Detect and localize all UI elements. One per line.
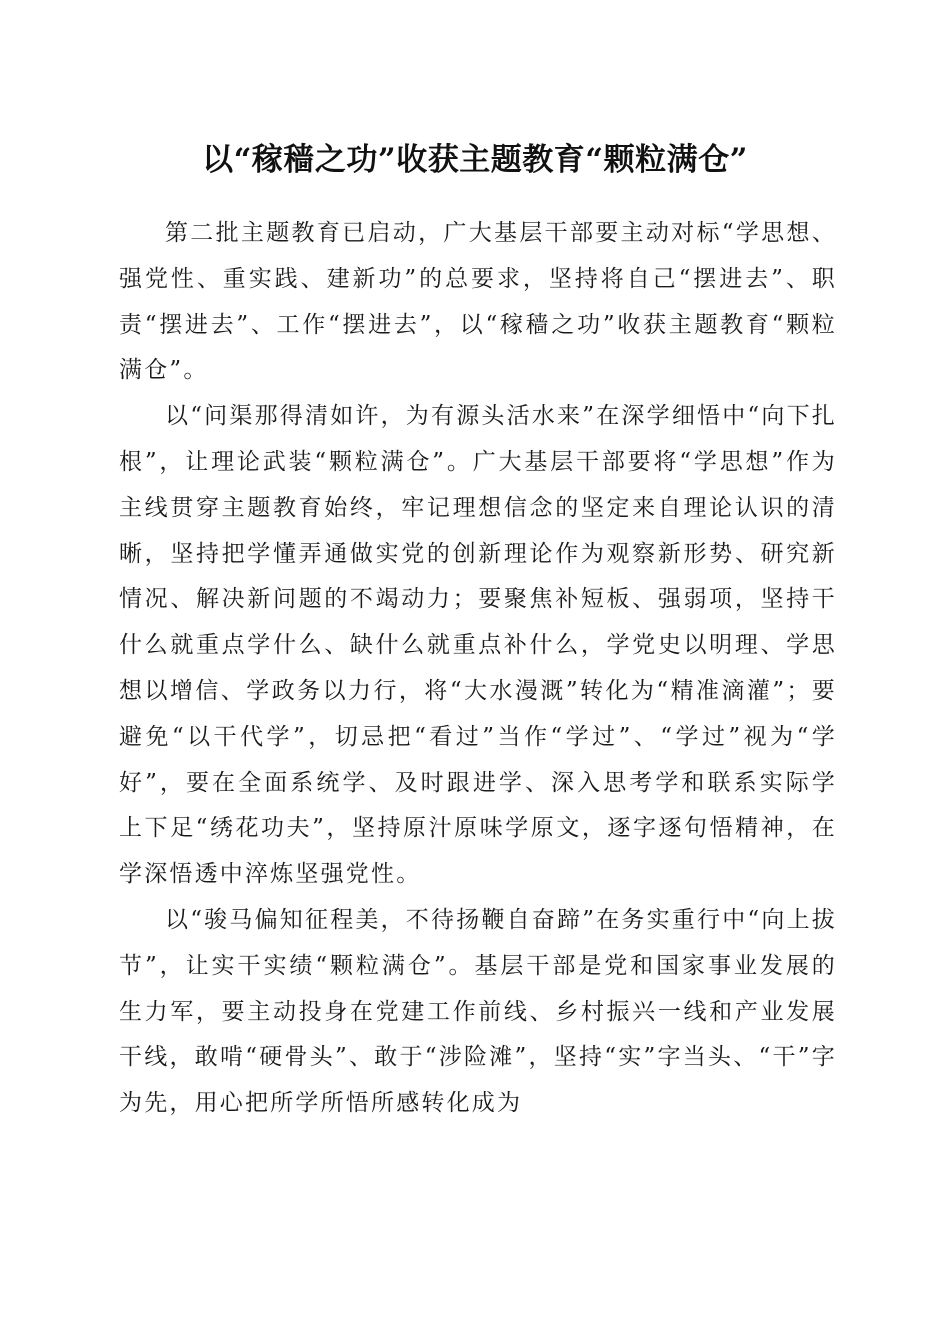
paragraph-theory: 以“问渠那得清如许，为有源头活水来”在深学细悟中“向下扎根”，让理论武装“颗粒满仓”。广大基层干部要将“学思想”作为主线贯穿主题教育始终，牢记理想信念的坚定来自理论认识的清晰，坚持把学懂弄通做实党的创新理论作为观察新形势、研究新情况、解决新问题的不竭动力；要聚焦补短板、强弱项，坚持干什么就重点学什么、缺什么就重点补什么，学党史以明理、学思想以增信、学政务以力行，将“大水漫溉”转化为“精准滴灌”；要避免“以干代学”，切忌把“看过”当作“学过”、“学过”视为“学好”，要在全面系统学、及时跟进学、深入思考学和联系实际学上下足“绣花功夫”，坚持原汁原味学原文，逐字逐句悟精神，在学深悟透中淬炼坚强党性。 [119, 403, 837, 888]
paragraph-practice: 以“骏马偏知征程美，不待扬鞭自奋蹄”在务实重行中“向上拔节”，让实干实绩“颗粒满仓”。基层干部是党和国家事业发展的生力军，要主动投身在党建工作前线、乡村振兴一线和产业发展干线，敢啃“硬骨头”、敢于“涉险滩”，坚持“实”字当头、“干”字为先，用心把所学所悟所感转化成为 [119, 906, 837, 1117]
paragraph-intro: 第二批主题教育已启动，广大基层干部要主动对标“学思想、强党性、重实践、建新功”的总要求，坚持将自己“摆进去”、职责“摆进去”、工作“摆进去”，以“稼穑之功”收获主题教育“颗粒满仓”。 [119, 220, 837, 384]
document-body [119, 211, 837, 1127]
document-title: 以“稼穑之功”收获主题教育“颗粒满仓” [202, 142, 748, 178]
